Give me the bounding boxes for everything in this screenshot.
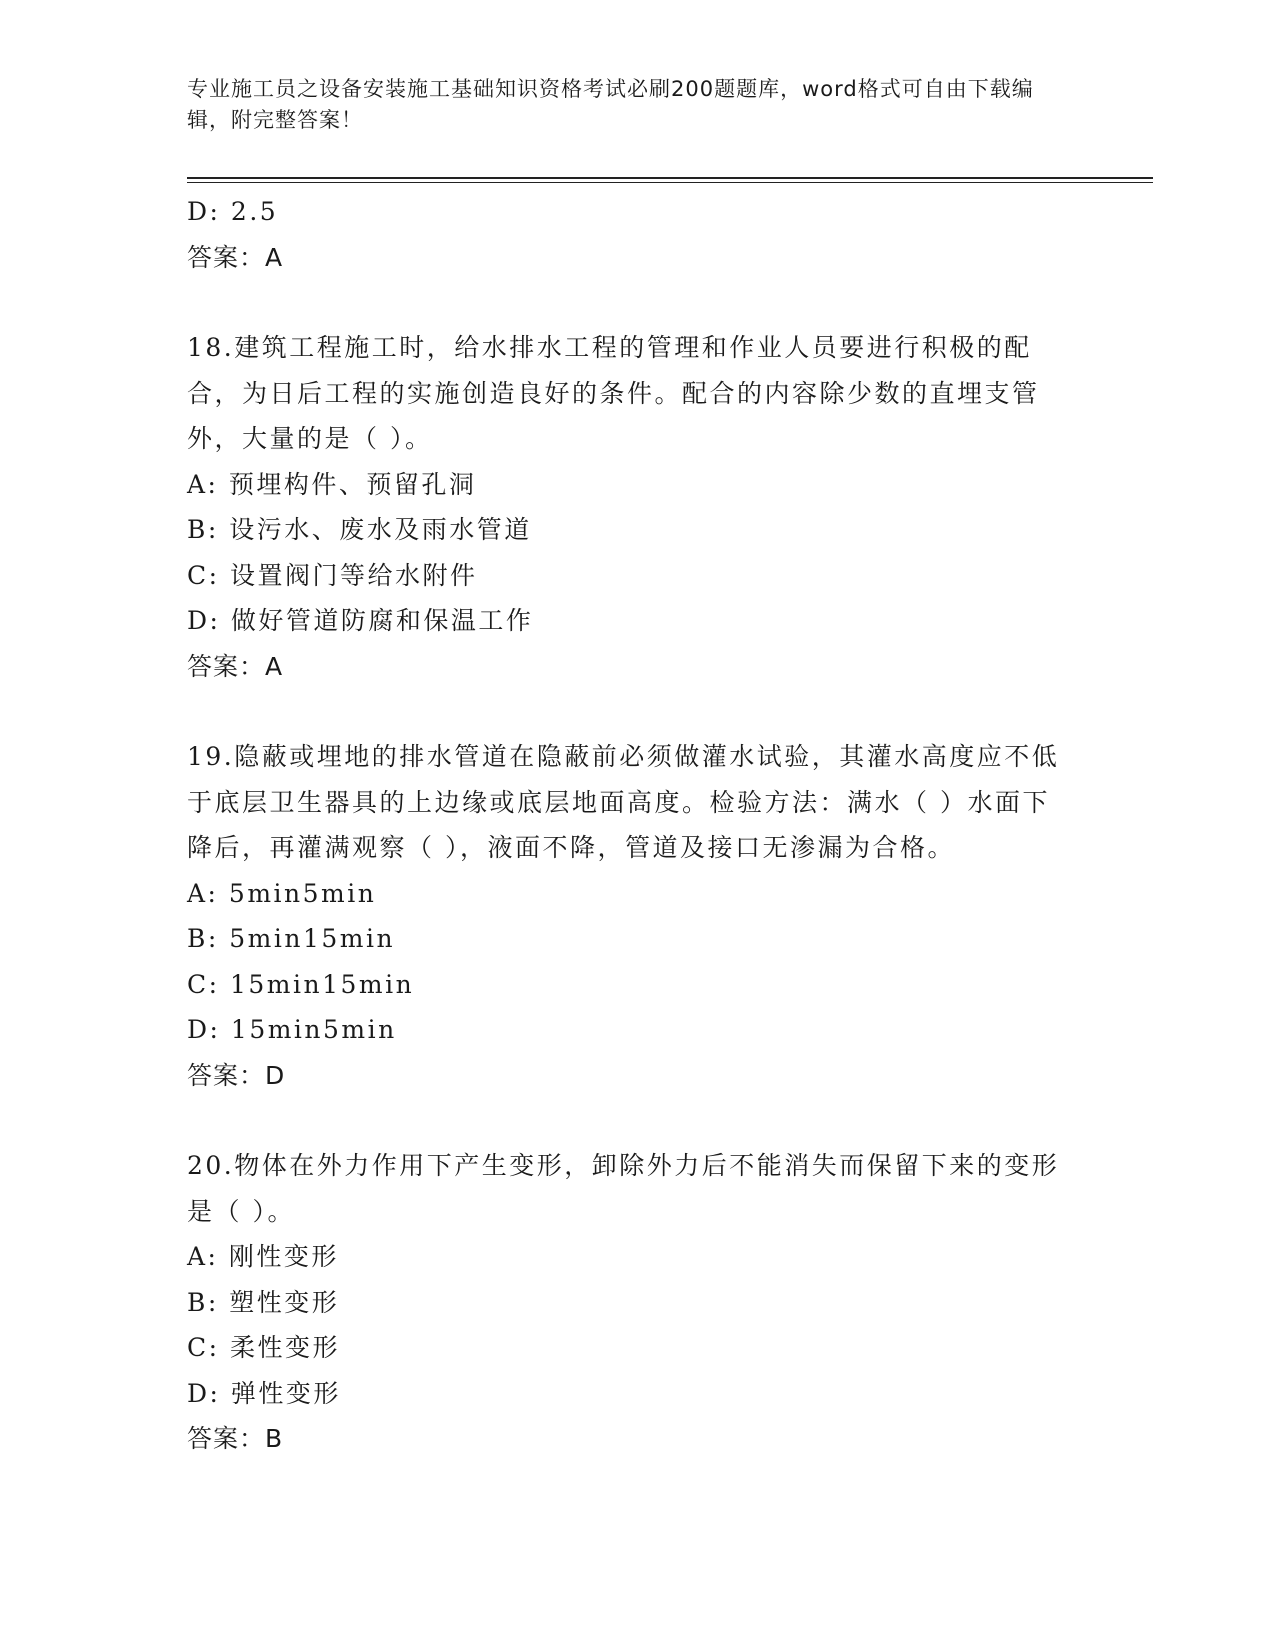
- option-a: A: 5min5min: [187, 878, 377, 908]
- option-b: B: 设污水、废水及雨水管道: [187, 515, 532, 544]
- answer: 答案：D: [187, 1060, 286, 1090]
- option-d: D: 15min5min: [187, 1015, 397, 1044]
- prev-option-d: D: 2.5: [187, 197, 279, 226]
- answer: 答案：B: [187, 1424, 284, 1453]
- answer: 答案：A: [187, 651, 284, 681]
- option-b: B: 5min15min: [187, 924, 396, 953]
- option-b: B: 塑性变形: [187, 1287, 340, 1317]
- spacer: [187, 1098, 1087, 1143]
- option-a: A: 预埋构件、预留孔洞: [187, 469, 477, 499]
- spacer: [187, 280, 1087, 325]
- question-20: [187, 1143, 1087, 1462]
- prev-answer: 答案：A: [187, 242, 284, 272]
- header-divider-thick: [187, 177, 1153, 179]
- question-18: [187, 325, 1087, 689]
- question-19: [187, 734, 1087, 1098]
- option-a: A: 刚性变形: [187, 1242, 339, 1271]
- option-d: D: 弹性变形: [187, 1378, 341, 1408]
- question-list: [187, 189, 1087, 1462]
- header-divider-thin: [187, 182, 1153, 183]
- question-stem: 20.物体在外力作用下产生变形，卸除外力后不能消失而保留下来的变形是（ ）。: [187, 1151, 1060, 1226]
- question-stem: 19.隐蔽或埋地的排水管道在隐蔽前必须做灌水试验，其灌水高度应不低于底层卫生器具的上边缘或底层地面高度。检验方法：满水（ ）水面下降后，再灌满观察（ ），液面不降，管道及接口无渗漏为合格。: [187, 742, 1060, 862]
- option-c: C: 设置阀门等给水附件: [187, 560, 478, 590]
- option-d: D: 做好管道防腐和保温工作: [187, 606, 534, 635]
- spacer: [187, 689, 1087, 734]
- option-c: C: 柔性变形: [187, 1333, 340, 1362]
- option-c: C: 15min15min: [187, 969, 415, 999]
- question-stem: 18.建筑工程施工时，给水排水工程的管理和作业人员要进行积极的配合，为日后工程的实施创造良好的条件。配合的内容除少数的直埋支管外，大量的是（ ）。: [187, 333, 1040, 453]
- page-header: 专业施工员之设备安装施工基础知识资格考试必刷200题题库，word格式可自由下载编辑，附完整答案！: [187, 77, 1034, 132]
